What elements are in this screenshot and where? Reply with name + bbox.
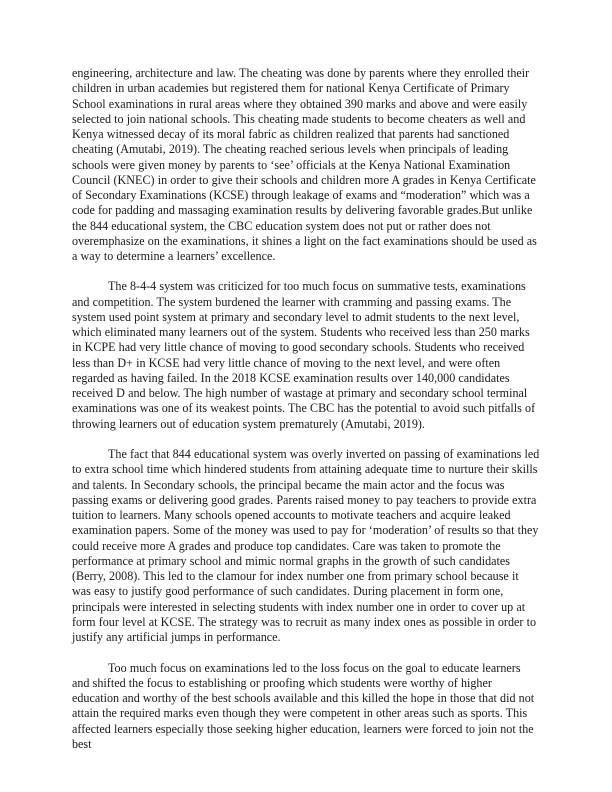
paragraph-cheating-parents: engineering, architecture and law. The cheating was done by parents where they enrolled their children in urban academies but registered them for national Kenya Certificate of Primary School examinations in rural areas where they obtained 390 marks and above and were easily selected to join national schools. This cheating made students to become cheaters as well and Kenya witnessed decay of its moral fabric as children realized that parents had sanctioned cheating (Amutabi, 2019). The cheating reached serious levels when principals of leading schools were given money by parents to ‘see’ officials at the Kenya National Examination Council (KNEC) in order to give their schools and children more A grades in Kenya Certificate of Secondary Examinations (KCSE) through leakage of exams and “moderation” which was a code for padding and massaging examination results by delivering favorable grades.But unlike the 844 educational system, the CBC education system does not put or rather does not overemphasize on the examinations, it shines a light on the fact examinations should be used as a way to determine a learners’ excellence. <box>72 66 537 263</box>
document-text-column <box>72 66 540 767</box>
paragraph-too-much-focus: Too much focus on examinations led to the loss focus on the goal to educate learners and shifted the focus to establishing or proofing which students were worthy of higher education and worthy of the best schools available and this killed the hope in those that did not attain the required marks even though they were competent in other areas such as sports. This affected learners especially those seeking higher education, learners were forced to join not the best <box>72 660 535 751</box>
paragraph-844-inverted: The fact that 844 educational system was overly inverted on passing of examinations led to extra school time which hindered students from attaining adequate time to nurture their skills and talents. In Secondary schools, the principal became the main actor and the focus was passing exams or delivering good grades. Parents raised money to pay teachers to provide extra tuition to learners. Many schools opened accounts to motivate teachers and acquire leaked examination papers. Some of the money was used to pay for ‘moderation’ of results so that they could receive more A grades and produce top candidates. Care was taken to promote the performance at primary school and mimic normal graphs in the growth of such candidates (Berry, 2008). This led to the clamour for index number one from primary school because it was easy to justify good performance of such candidates. During placement in form one, principals were interested in selecting students with index number one in order to cover up at form four level at KCSE. The strategy was to recruit as many index ones as possible in order to justify any artificial jumps in performance. <box>72 447 540 645</box>
paragraph-844-criticized: The 8-4-4 system was criticized for too much focus on summative tests, examinations and competition. The system burdened the learner with cramming and passing exams. The system used point system at primary and secondary level to admit students to the next level, which eliminated many learners out of the system. Students who received less than 250 marks in KCPE had very little chance of moving to good secondary schools. Students who received less than D+ in KCSE had very little chance of moving to the next level, and were often regarded as having failed. In the 2018 KCSE examination results over 140,000 candidates received D and below. The high number of wastage at primary and secondary school terminal examinations was one of its weakest points. The CBC has the potential to avoid such pitfalls of throwing learners out of education system prematurely (Amutabi, 2019). <box>72 279 536 431</box>
